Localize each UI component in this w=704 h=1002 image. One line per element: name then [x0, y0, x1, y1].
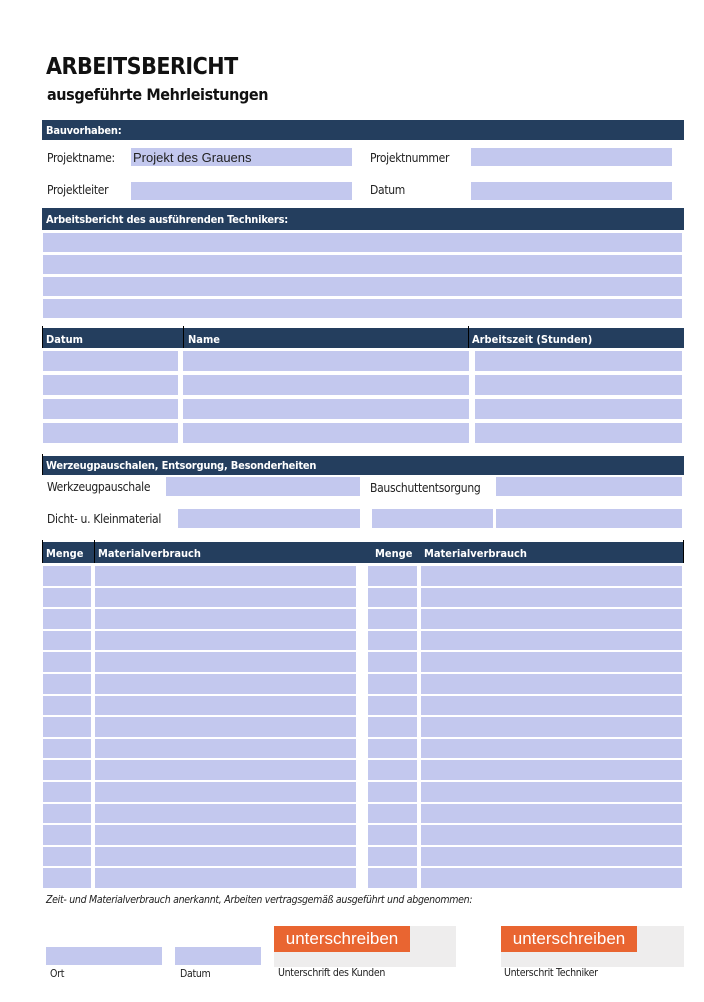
- menge-input[interactable]: [43, 760, 91, 780]
- datum-input[interactable]: [471, 182, 672, 200]
- materialverbrauch-input-2[interactable]: [421, 739, 682, 759]
- menge-input-2[interactable]: [368, 825, 417, 845]
- materialverbrauch-input[interactable]: [95, 566, 356, 586]
- bauschuttentsorgung-input[interactable]: [496, 477, 682, 496]
- column-header-menge: Menge: [46, 547, 84, 560]
- zeit-name-input[interactable]: [183, 351, 469, 371]
- arbeitsbericht-line-input[interactable]: [43, 255, 682, 274]
- materialverbrauch-input-2[interactable]: [421, 609, 682, 629]
- arbeitsbericht-line-input[interactable]: [43, 299, 682, 318]
- divider: [42, 454, 43, 475]
- menge-input-2[interactable]: [368, 739, 417, 759]
- materialverbrauch-input-2[interactable]: [421, 847, 682, 867]
- materialverbrauch-input[interactable]: [95, 804, 356, 824]
- menge-input[interactable]: [43, 631, 91, 651]
- materialverbrauch-input[interactable]: [95, 782, 356, 802]
- ort-label: Ort: [50, 968, 65, 980]
- customer-sign-button[interactable]: unterschreiben: [274, 926, 410, 952]
- column-divider: [42, 540, 43, 563]
- materialverbrauch-input-2[interactable]: [421, 631, 682, 651]
- menge-input[interactable]: [43, 652, 91, 672]
- materialverbrauch-input-2[interactable]: [421, 674, 682, 694]
- materialverbrauch-input-2[interactable]: [421, 782, 682, 802]
- menge-input-2[interactable]: [368, 782, 417, 802]
- menge-input[interactable]: [43, 825, 91, 845]
- zeit-name-input[interactable]: [183, 375, 469, 395]
- dicht-kleinmaterial-input[interactable]: [178, 509, 360, 528]
- column-header-materialverbrauch: Materialverbrauch: [98, 547, 201, 560]
- materialverbrauch-input-2[interactable]: [421, 588, 682, 608]
- column-header-datum: Datum: [46, 333, 83, 346]
- customer-signature-label: Unterschrift des Kunden: [278, 967, 386, 979]
- menge-input[interactable]: [43, 868, 91, 888]
- sign-datum-label: Datum: [180, 968, 211, 980]
- dicht-kleinmaterial-label: Dicht- u. Kleinmaterial: [47, 512, 162, 526]
- materialverbrauch-input[interactable]: [95, 588, 356, 608]
- acceptance-note: Zeit- und Materialverbrauch anerkannt, Arbeiten vertragsgemäß ausgeführt und abgenommen:: [46, 894, 473, 906]
- materialverbrauch-input[interactable]: [95, 847, 356, 867]
- materialverbrauch-input-2[interactable]: [421, 696, 682, 716]
- menge-input[interactable]: [43, 696, 91, 716]
- menge-input[interactable]: [43, 739, 91, 759]
- projektleiter-input[interactable]: [131, 182, 352, 200]
- section-header-pauschalen: Werzeugpauschalen, Entsorgung, Besonderheiten: [42, 456, 684, 475]
- materialverbrauch-input-2[interactable]: [421, 717, 682, 737]
- projektname-label: Projektname:: [47, 151, 115, 165]
- materialverbrauch-input-2[interactable]: [421, 868, 682, 888]
- zeit-arbeitszeit-input[interactable]: [475, 375, 682, 395]
- arbeitsbericht-line-input[interactable]: [43, 277, 682, 296]
- materialverbrauch-input[interactable]: [95, 696, 356, 716]
- besonderheit-value-input[interactable]: [496, 509, 682, 528]
- projektleiter-label: Projektleiter: [47, 183, 109, 197]
- ort-input[interactable]: [46, 947, 162, 965]
- materialverbrauch-input[interactable]: [95, 631, 356, 651]
- section-header-arbeitsbericht: Arbeitsbericht des ausführenden Technikers:: [42, 208, 684, 230]
- zeit-arbeitszeit-input[interactable]: [475, 399, 682, 419]
- menge-input-2[interactable]: [368, 717, 417, 737]
- projektname-input[interactable]: [131, 148, 352, 166]
- column-header-menge-2: Menge: [375, 547, 413, 560]
- zeit-name-input[interactable]: [183, 399, 469, 419]
- menge-input-2[interactable]: [368, 588, 417, 608]
- zeit-name-input[interactable]: [183, 423, 469, 443]
- zeit-datum-input[interactable]: [43, 351, 178, 371]
- menge-input-2[interactable]: [368, 760, 417, 780]
- werkzeugpauschale-label: Werkzeugpauschale: [47, 480, 151, 494]
- menge-input-2[interactable]: [368, 868, 417, 888]
- column-divider: [468, 326, 469, 348]
- bauschuttentsorgung-label: Bauschuttentsorgung: [370, 481, 481, 495]
- datum-label: Datum: [370, 183, 406, 197]
- technician-signature-label: Unterschrit Techniker: [504, 967, 598, 979]
- materialverbrauch-input[interactable]: [95, 868, 356, 888]
- projektnummer-label: Projektnummer: [370, 151, 450, 165]
- menge-input-2[interactable]: [368, 674, 417, 694]
- materialverbrauch-input[interactable]: [95, 760, 356, 780]
- besonderheit-label-input[interactable]: [372, 509, 493, 528]
- section-header-bauvorhaben: Bauvorhaben:: [42, 120, 684, 140]
- column-header-name: Name: [188, 333, 220, 346]
- menge-input[interactable]: [43, 847, 91, 867]
- menge-input[interactable]: [43, 804, 91, 824]
- menge-input-2[interactable]: [368, 804, 417, 824]
- menge-input[interactable]: [43, 566, 91, 586]
- zeit-datum-input[interactable]: [43, 423, 178, 443]
- menge-input[interactable]: [43, 588, 91, 608]
- materialverbrauch-input-2[interactable]: [421, 760, 682, 780]
- zeit-datum-input[interactable]: [43, 399, 178, 419]
- column-divider: [42, 326, 43, 348]
- column-header-arbeitszeit: Arbeitszeit (Stunden): [472, 333, 593, 346]
- materialverbrauch-input-2[interactable]: [421, 566, 682, 586]
- menge-input-2[interactable]: [368, 847, 417, 867]
- materialverbrauch-input[interactable]: [95, 739, 356, 759]
- arbeitsbericht-line-input[interactable]: [43, 233, 682, 252]
- sign-datum-input[interactable]: [175, 947, 261, 965]
- page-subtitle: ausgeführte Mehrleistungen: [47, 85, 269, 104]
- projektnummer-input[interactable]: [471, 148, 672, 166]
- page-title: ARBEITSBERICHT: [46, 54, 238, 80]
- column-divider: [683, 540, 684, 563]
- menge-input-2[interactable]: [368, 609, 417, 629]
- menge-input[interactable]: [43, 782, 91, 802]
- menge-input[interactable]: [43, 717, 91, 737]
- column-header-materialverbrauch-2: Materialverbrauch: [424, 547, 527, 560]
- materialverbrauch-input[interactable]: [95, 609, 356, 629]
- werkzeugpauschale-input[interactable]: [166, 477, 360, 496]
- menge-input-2[interactable]: [368, 566, 417, 586]
- zeit-datum-input[interactable]: [43, 375, 178, 395]
- materialverbrauch-input[interactable]: [95, 674, 356, 694]
- menge-input-2[interactable]: [368, 652, 417, 672]
- zeit-arbeitszeit-input[interactable]: [475, 423, 682, 443]
- materialverbrauch-input-2[interactable]: [421, 825, 682, 845]
- materialverbrauch-input[interactable]: [95, 652, 356, 672]
- materialverbrauch-input-2[interactable]: [421, 804, 682, 824]
- technician-sign-button[interactable]: unterschreiben: [501, 926, 637, 952]
- menge-input-2[interactable]: [368, 631, 417, 651]
- column-divider: [94, 540, 95, 563]
- menge-input[interactable]: [43, 609, 91, 629]
- materialverbrauch-input[interactable]: [95, 825, 356, 845]
- zeit-arbeitszeit-input[interactable]: [475, 351, 682, 371]
- menge-input-2[interactable]: [368, 696, 417, 716]
- menge-input[interactable]: [43, 674, 91, 694]
- materialverbrauch-input[interactable]: [95, 717, 356, 737]
- column-divider: [183, 326, 184, 348]
- materialverbrauch-input-2[interactable]: [421, 652, 682, 672]
